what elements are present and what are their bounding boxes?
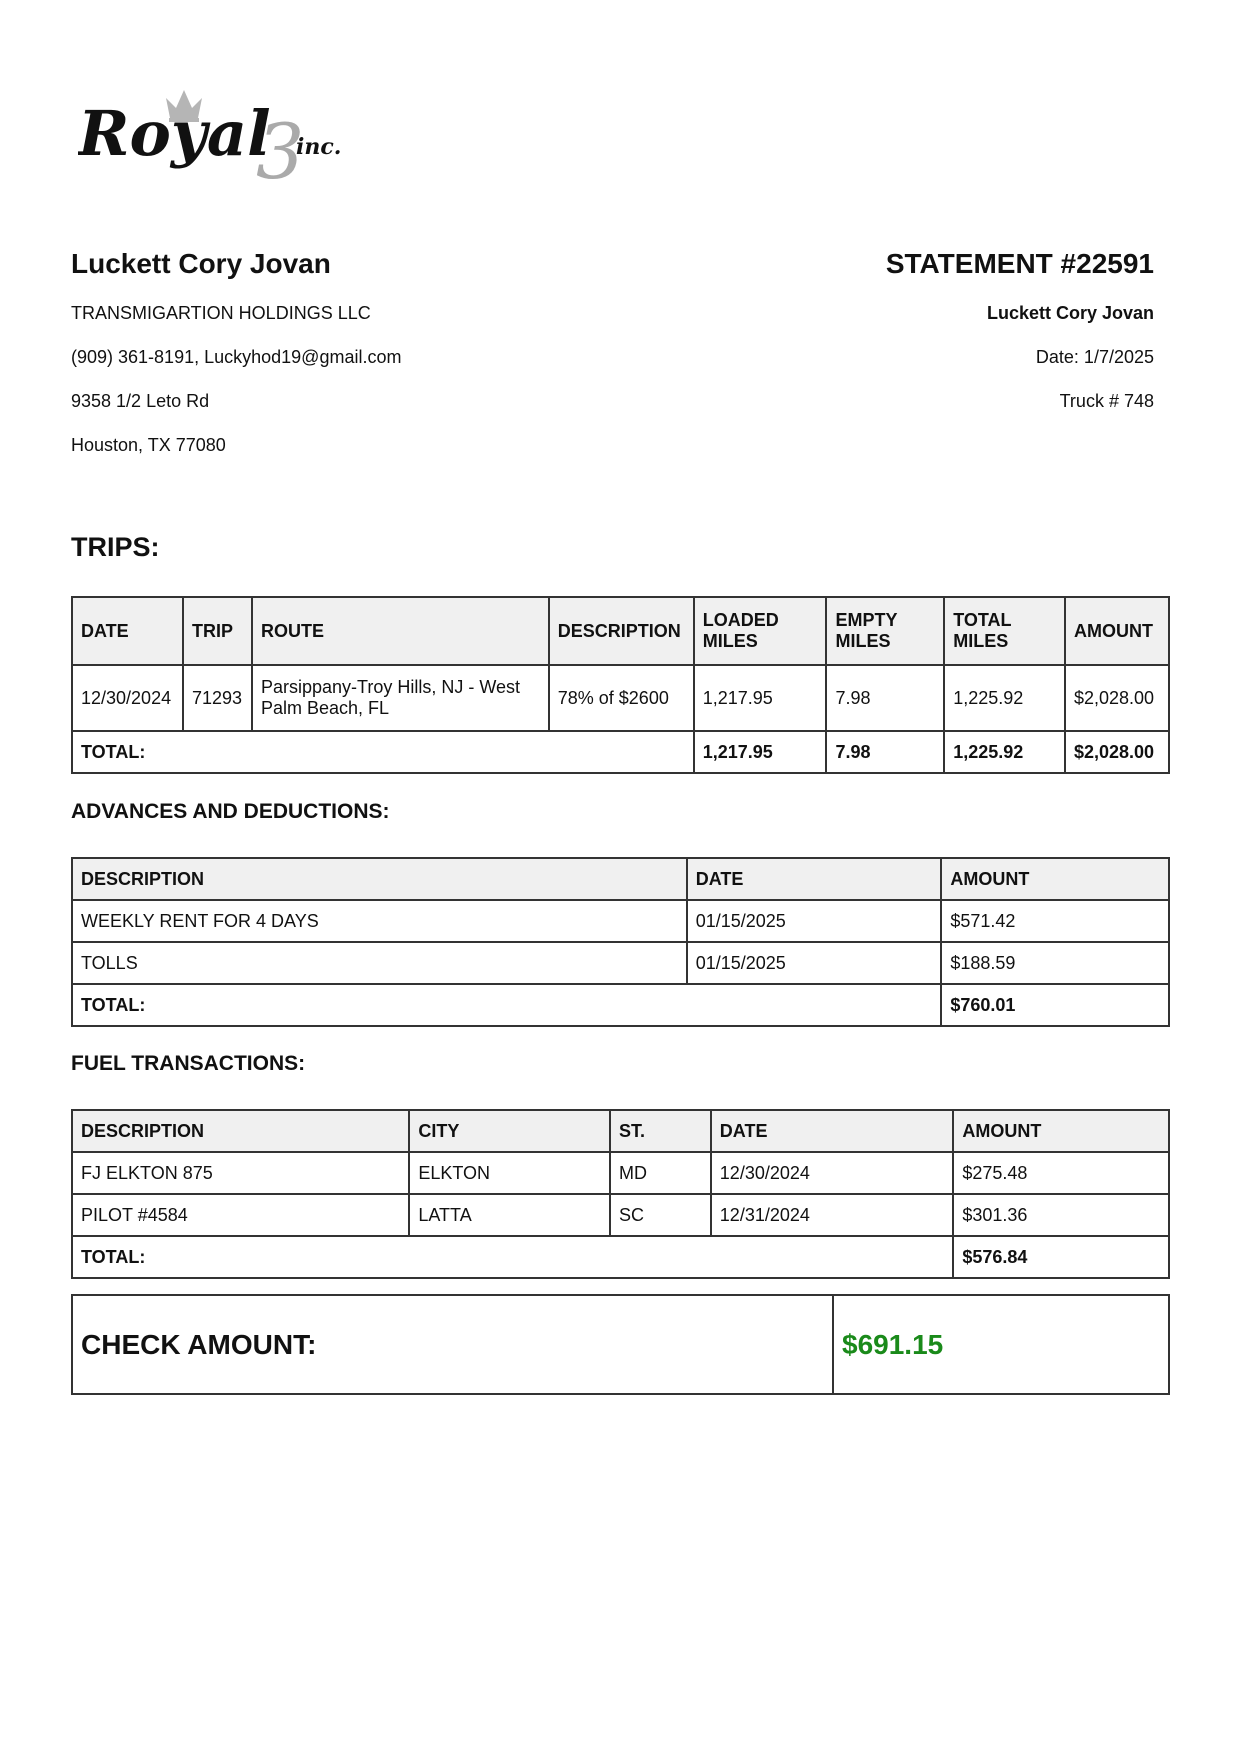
total-loaded-miles: 1,217.95 (694, 731, 827, 773)
col-header-total-miles: TOTAL MILES (944, 597, 1065, 665)
cell-amount: $275.48 (953, 1152, 1169, 1194)
total-amount: $760.01 (941, 984, 1169, 1026)
trips-header-row (72, 597, 1169, 665)
col-header-amount: AMOUNT (1065, 597, 1169, 665)
driver-contact: (909) 361-8191, Luckyhod19@gmail.com (71, 347, 402, 367)
cell-amount: $188.59 (941, 942, 1169, 984)
total-empty-miles: 7.98 (826, 731, 944, 773)
cell-description: PILOT #4584 (72, 1194, 409, 1236)
statement-title: STATEMENT #22591 (885, 248, 1154, 279)
cell-date: 12/31/2024 (711, 1194, 954, 1236)
cell-amount: $571.42 (941, 900, 1169, 942)
fuel-title: FUEL TRANSACTIONS: (71, 1052, 306, 1075)
logo-wordmark: Royal (78, 97, 271, 170)
col-header-route: ROUTE (252, 597, 549, 665)
fuel-table (71, 1109, 1170, 1279)
col-header-description: DESCRIPTION (72, 858, 687, 900)
total-label: TOTAL: (72, 731, 694, 773)
driver-info (71, 248, 401, 478)
logo-suffix: inc. (296, 134, 342, 160)
trips-title: TRIPS: (71, 532, 160, 562)
table-row (72, 900, 1169, 942)
statement-truck: Truck # 748 (1059, 391, 1154, 411)
trips-table (71, 596, 1170, 774)
deductions-total-row (72, 984, 1169, 1026)
col-header-amount: AMOUNT (941, 858, 1169, 900)
col-header-description: DESCRIPTION (549, 597, 694, 665)
logo-numeral: 3 (256, 107, 305, 190)
cell-date: 12/30/2024 (72, 665, 183, 731)
table-row (72, 665, 1169, 731)
cell-trip: 71293 (183, 665, 252, 731)
check-amount-box (71, 1294, 1170, 1395)
table-row (72, 1152, 1169, 1194)
col-header-date: DATE (711, 1110, 954, 1152)
driver-name: Luckett Cory Jovan (71, 248, 331, 279)
total-miles: 1,225.92 (944, 731, 1065, 773)
table-row (72, 942, 1169, 984)
col-header-city: CITY (409, 1110, 610, 1152)
driver-address-line1: 9358 1/2 Leto Rd (71, 391, 210, 411)
col-header-state: ST. (610, 1110, 711, 1152)
col-header-description: DESCRIPTION (72, 1110, 409, 1152)
total-amount: $576.84 (953, 1236, 1169, 1278)
col-header-amount: AMOUNT (953, 1110, 1169, 1152)
deductions-header-row (72, 858, 1169, 900)
cell-route: Parsippany-Troy Hills, NJ - West Palm Beach, FL (252, 665, 549, 731)
cell-amount: $301.36 (953, 1194, 1169, 1236)
cell-empty-miles: 7.98 (826, 665, 944, 731)
cell-date: 12/30/2024 (711, 1152, 954, 1194)
cell-description: FJ ELKTON 875 (72, 1152, 409, 1194)
total-label: TOTAL: (72, 1236, 953, 1278)
fuel-header-row (72, 1110, 1169, 1152)
driver-address-line2: Houston, TX 77080 (71, 435, 226, 455)
cell-total-miles: 1,225.92 (944, 665, 1065, 731)
cell-description: TOLLS (72, 942, 687, 984)
statement-info (886, 248, 1154, 434)
check-amount-value: $691.15 (842, 1328, 944, 1360)
cell-amount: $2,028.00 (1065, 665, 1169, 731)
col-header-trip: TRIP (183, 597, 252, 665)
col-header-date: DATE (687, 858, 942, 900)
cell-loaded-miles: 1,217.95 (694, 665, 827, 731)
cell-state: SC (610, 1194, 711, 1236)
table-row (72, 1194, 1169, 1236)
cell-date: 01/15/2025 (687, 900, 942, 942)
total-amount: $2,028.00 (1065, 731, 1169, 773)
driver-company: TRANSMIGARTION HOLDINGS LLC (71, 303, 371, 323)
cell-description: WEEKLY RENT FOR 4 DAYS (72, 900, 687, 942)
deductions-title: ADVANCES AND DEDUCTIONS: (71, 800, 390, 823)
company-logo (78, 80, 388, 190)
check-amount-label: CHECK AMOUNT: (73, 1296, 834, 1393)
fuel-total-row (72, 1236, 1169, 1278)
cell-state: MD (610, 1152, 711, 1194)
cell-city: LATTA (409, 1194, 610, 1236)
col-header-loaded-miles: LOADED MILES (694, 597, 827, 665)
trips-total-row (72, 731, 1169, 773)
cell-date: 01/15/2025 (687, 942, 942, 984)
deductions-table (71, 857, 1170, 1027)
total-label: TOTAL: (72, 984, 941, 1026)
col-header-date: DATE (72, 597, 183, 665)
statement-name: Luckett Cory Jovan (986, 303, 1154, 323)
col-header-empty-miles: EMPTY MILES (826, 597, 944, 665)
statement-date: Date: 1/7/2025 (1035, 347, 1154, 367)
cell-city: ELKTON (409, 1152, 610, 1194)
cell-description: 78% of $2600 (549, 665, 694, 731)
